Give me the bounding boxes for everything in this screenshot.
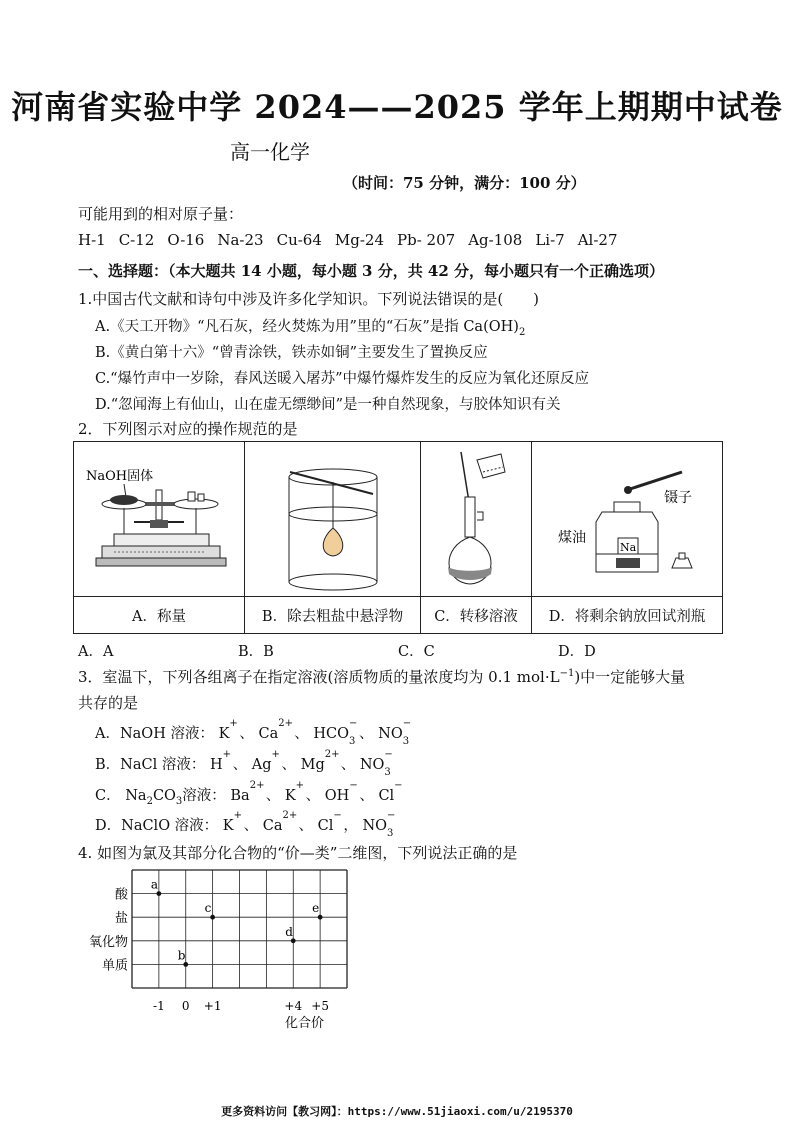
ion-hco3: HCO − 3	[313, 718, 358, 747]
point-label-c: c	[204, 901, 212, 916]
point-a	[156, 891, 161, 896]
ion-no3: NO − 3	[362, 810, 396, 839]
q3-option-d: D．NaClO 溶液： K + 、 Ca 2+ 、 Cl − ， NO − 3	[95, 810, 396, 839]
q2-answer-d: D．D	[558, 644, 596, 660]
point-label-b: b	[177, 948, 186, 963]
chart-points	[151, 878, 323, 967]
y-category-label: 氧化物	[88, 934, 128, 950]
q2-answer-c: C．C	[398, 644, 435, 660]
ion-ca: Ca 2+	[258, 718, 294, 742]
tweezers-label: 镊子	[664, 490, 692, 506]
section-heading: 一、选择题：（本大题共 14 小题，每小题 3 分，共 42 分，每小题只有一个正确选项）	[78, 262, 665, 280]
atomic-mass-item: O-16	[167, 231, 205, 249]
q1-stem: 1.中国古代文献和诗句中涉及许多化学知识。下列说法错误的是( )	[78, 290, 540, 308]
q2-caption-b: B．除去粗盐中悬浮物	[245, 597, 421, 634]
naoh-label: NaOH固体	[86, 469, 154, 484]
footer-link[interactable]: 更多资料访问【教习网】：https://www.51jiaoxi.com/u/2195370	[221, 1105, 573, 1118]
q3-option-c: C． $Na_2CO_3$溶液： Ba 2+ 、 K + 、 OH − 、 Cl −	[95, 780, 403, 807]
y-category-label: 单质	[101, 958, 128, 974]
ion-ba: Ba 2+	[230, 780, 265, 804]
chart-x-axis-title: 化合价	[285, 1016, 325, 1031]
q1-option-c: C.“爆竹声中一岁除，春风送暖入屠苏”中爆竹爆炸发生的反应为氧化还原反应	[95, 371, 590, 387]
point-c	[210, 915, 215, 920]
atomic-mass-item: Pb- 207	[397, 231, 456, 249]
y-category-label: 酸	[114, 887, 128, 903]
balance-scale-icon	[74, 442, 244, 596]
x-tick-label: 0	[181, 999, 190, 1013]
atomic-mass-item: Ag-108	[468, 231, 523, 249]
q2-answer-a: A．A	[78, 644, 114, 660]
ion-no3: NO − 3	[378, 718, 412, 747]
q2-figure-d	[532, 442, 723, 597]
q3-option-a: A．NaOH 溶液： K + 、 Ca 2+ 、 HCO − 3 、 NO − 3	[95, 718, 412, 747]
chart-y-labels	[89, 888, 129, 974]
ion-ca: Ca 2+	[262, 810, 298, 834]
atomic-mass-item: Na-23	[217, 231, 264, 249]
q2-figure-a	[74, 442, 245, 597]
ion-mg: Mg 2+	[300, 749, 340, 773]
q3-stem-line1: 3．室温下，下列各组离子在指定溶液(溶质物质的量浓度均为 0.1 $mol\cdot L^{-1}$)中一定能够大量	[78, 668, 686, 686]
q2-caption-c: C．转移溶液	[421, 597, 532, 634]
q2-caption-d: D．将剩余钠放回试剂瓶	[532, 597, 723, 634]
valence-class-chart	[75, 862, 375, 1037]
x-tick-label: +1	[203, 999, 222, 1013]
q2-figure-c	[421, 442, 532, 597]
q2-caption-a: A．称量	[74, 597, 245, 634]
sodium-bottle-icon	[532, 442, 722, 596]
x-tick-label: -1	[153, 999, 165, 1013]
ion-cl: Cl −	[317, 810, 342, 834]
ion-no3: NO − 3	[359, 749, 393, 778]
ion-k: K +	[222, 810, 243, 834]
q3-option-b: B．NaCl 溶液： H + 、 Ag + 、 Mg 2+ 、 NO − 3	[95, 749, 393, 778]
atomic-mass-item: Al-27	[577, 231, 618, 249]
chart-x-ticks	[153, 999, 329, 1013]
point-b	[183, 962, 188, 967]
q1-option-a: A.《天工开物》“凡石灰，经火焚炼为用”里的“石灰”是指 $Ca(OH)_2$	[95, 319, 526, 338]
atomic-mass-item: C-12	[118, 231, 155, 249]
chart-grid	[132, 870, 347, 988]
x-tick-label: +5	[311, 999, 329, 1013]
ion-k: K +	[284, 780, 305, 804]
q1-option-b: B.《黄白第十六》“曾青涂铁，铁赤如铜”主要发生了置换反应	[95, 345, 488, 361]
atomic-mass-item: Li-7	[535, 231, 565, 249]
ion-oh: OH −	[324, 780, 358, 804]
q2-figure-table	[73, 441, 723, 634]
ion-h: H +	[209, 749, 231, 773]
beaker-filtration-icon	[245, 442, 420, 596]
q3-stem-line2: 共存的是	[78, 694, 139, 712]
ion-ag: Ag +	[251, 749, 280, 773]
point-d	[291, 938, 296, 943]
atomic-mass-label: 可能用到的相对原子量：	[78, 205, 244, 223]
exam-time-info: （时间：75 分钟，满分：100 分）	[343, 174, 586, 192]
q2-stem: 2．下列图示对应的操作规范的是	[78, 420, 298, 438]
point-label-a: a	[150, 877, 159, 892]
q2-figure-b	[245, 442, 421, 597]
point-e	[318, 915, 323, 920]
y-category-label: 盐	[114, 911, 128, 927]
q1-option-d: D.“忽闻海上有仙山，山在虚无缥缈间”是一种自然现象，与胶体知识有关	[95, 397, 561, 413]
atomic-mass-list	[78, 231, 631, 249]
volumetric-flask-icon	[421, 442, 531, 596]
atomic-mass-item: Mg-24	[334, 231, 385, 249]
ion-k: K +	[218, 718, 238, 742]
x-tick-label: +4	[284, 999, 303, 1013]
point-label-e: e	[312, 901, 320, 916]
sodium-label: Na	[620, 541, 637, 554]
atomic-mass-item: Cu-64	[276, 231, 322, 249]
exam-title: 河南省实验中学 2024——2025 学年上期期中试卷	[11, 88, 783, 126]
atomic-mass-item: H-1	[78, 231, 106, 249]
q4-stem: 4. 如图为氯及其部分化合物的“价—类”二维图，下列说法正确的是	[78, 844, 518, 862]
kerosene-label: 煤油	[558, 530, 586, 546]
exam-subject: 高一化学	[230, 140, 310, 164]
point-label-d: d	[285, 924, 293, 939]
ion-cl: Cl −	[378, 780, 403, 804]
q2-answer-b: B．B	[238, 644, 274, 660]
